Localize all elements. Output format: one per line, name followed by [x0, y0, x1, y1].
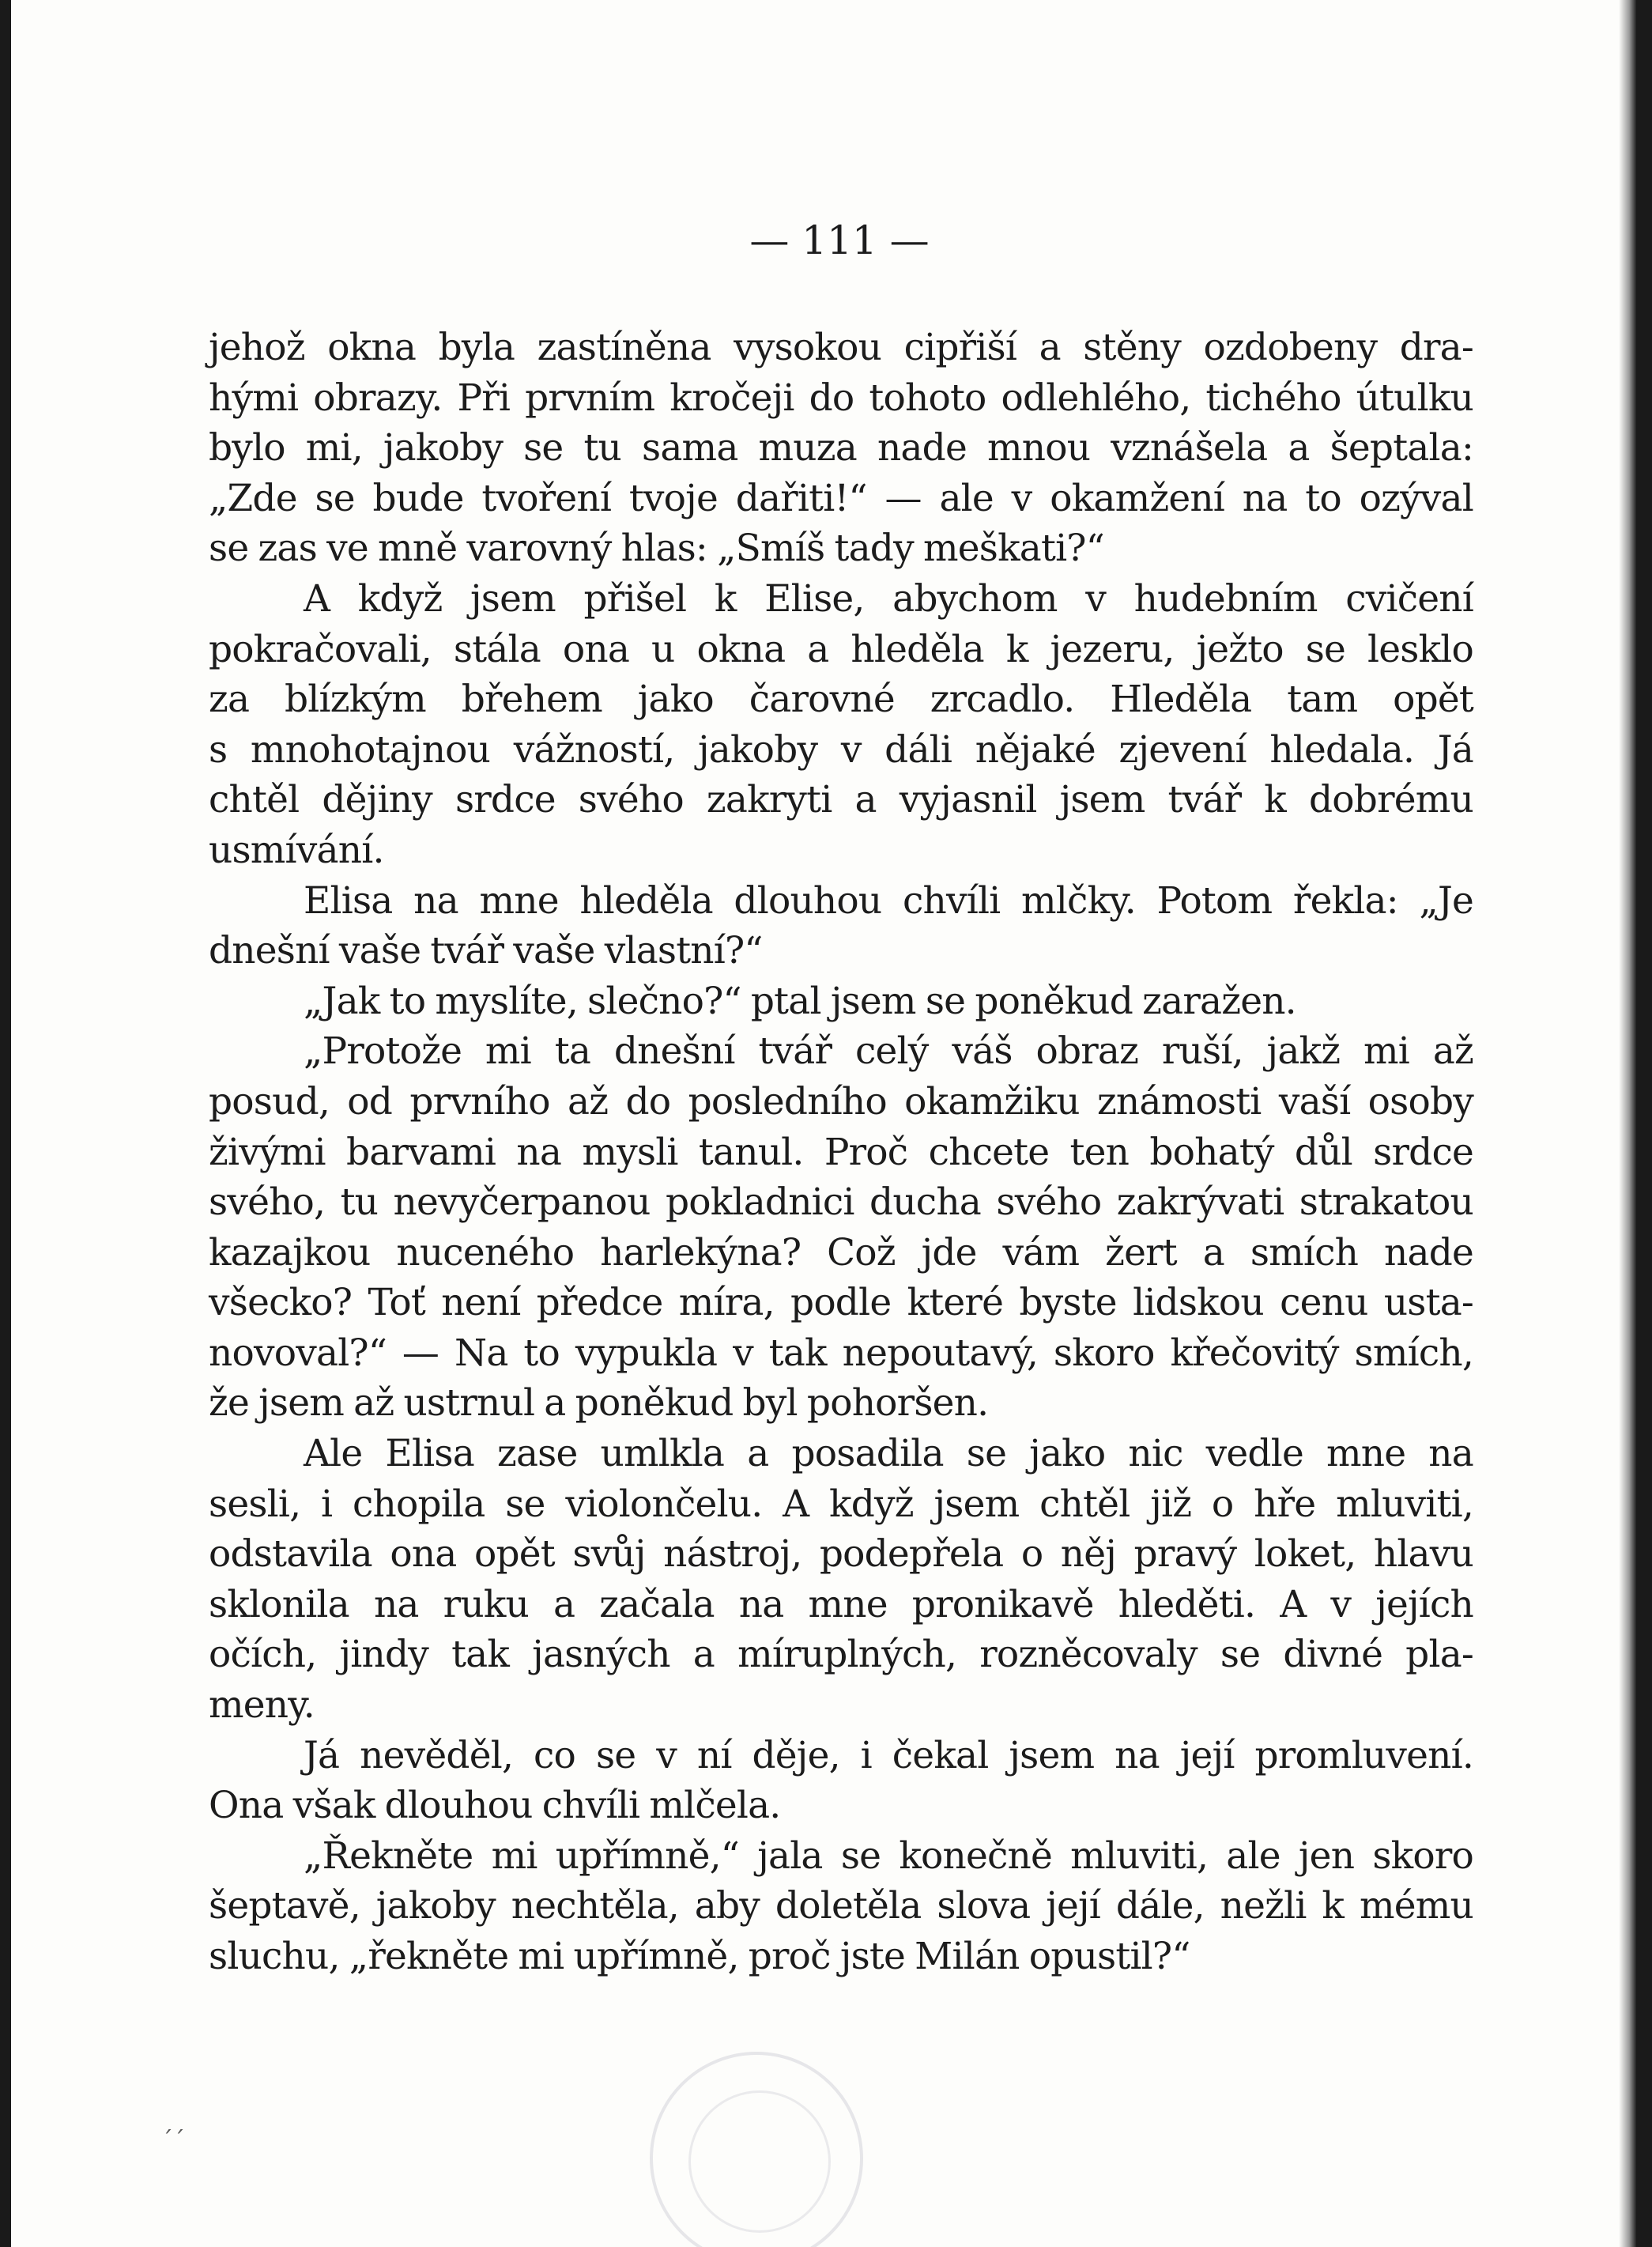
text-line: meny.	[209, 1683, 315, 1728]
text-line: se zas ve mně varovný hlas: „Smíš tady meškati?“	[209, 527, 1104, 571]
text-line: Ale Elisa zase umlkla a posadila se jako nic vedle mne na	[304, 1432, 1473, 1476]
text-line: očích, jindy tak jasných a míruplných, rozněcovaly se divné pla-	[209, 1633, 1473, 1677]
text-line: Já nevěděl, co se v ní děje, i čekal jsem na její promluvení.	[304, 1733, 1473, 1777]
text-line: sluchu, „řekněte mi upřímně, proč jste Milán opustil?“	[209, 1935, 1190, 1978]
text-line: sklonila na ruku a začala na mne pronikavě hleděti. A v jejích	[209, 1582, 1473, 1626]
text-line: pokračovali, stála ona u okna a hleděla k jezeru, ježto se lesklo	[209, 627, 1473, 671]
text-line: odstavila ona opět svůj nástroj, podepřela o něj pravý loket, hlavu	[209, 1532, 1473, 1577]
text-line: bylo mi, jakoby se tu sama muza nade mnou vznášela a šeptala:	[209, 426, 1473, 470]
text-line: A když jsem přišel k Elise, abychom v hudebním cvičení	[304, 576, 1473, 621]
text-line: všecko? Toť není předce míra, podle které byste lidskou cenu usta-	[209, 1281, 1473, 1325]
text-line: že jsem až ustrnul a poněkud byl pohoršen.	[209, 1381, 989, 1426]
text-line: novoval?“ — Na to vypukla v tak nepoutavý, skoro křečovitý smích,	[209, 1331, 1473, 1375]
book-page	[11, 0, 1636, 2247]
page-number: — 111 —	[749, 217, 930, 263]
text-line: Ona však dlouhou chvíli mlčela.	[209, 1784, 781, 1828]
text-line: sesli, i chopila se violončelu. A když jsem chtěl již o hře mluviti,	[209, 1482, 1473, 1526]
text-line: „Řekněte mi upřímně,“ jala se konečně mluviti, ale jen skoro	[304, 1833, 1473, 1878]
text-line: dnešní vaše tvář vaše vlastní?“	[209, 929, 763, 973]
text-line: svého, tu nevyčerpanou pokladnici ducha svého zakrývati strakatou	[209, 1180, 1473, 1225]
text-line: chtěl dějiny srdce svého zakryti a vyjasnil jsem tvář k dobrému	[209, 778, 1473, 822]
text-line: živými barvami na mysli tanul. Proč chcete ten bohatý důl srdce	[209, 1130, 1473, 1174]
library-stamp-inner-ring	[688, 2090, 831, 2233]
text-line: posud, od prvního až do posledního okamžiku známosti vaší osoby	[209, 1079, 1473, 1124]
text-line: „Protože mi ta dnešní tvář celý váš obraz ruší, jakž mi až	[304, 1029, 1473, 1074]
library-stamp	[650, 2052, 863, 2247]
text-line: za blízkým břehem jako čarovné zrcadlo. Hleděla tam opět	[209, 678, 1473, 722]
text-line: Elisa na mne hleděla dlouhou chvíli mlčky. Potom řekla: „Je	[304, 878, 1473, 923]
text-line: s mnohotajnou vážností, jakoby v dáli nějaké zjevení hledala. Já	[209, 727, 1473, 772]
text-line: usmívání.	[209, 828, 384, 872]
text-line: „Zde se bude tvoření tvoje dařiti!“ — ale v okamžení na to ozýval	[209, 476, 1473, 520]
text-line: „Jak to myslíte, slečno?“ ptal jsem se poněkud zaražen.	[304, 979, 1296, 1023]
text-line: hými obrazy. Při prvním kročeji do tohoto odlehlého, tichého útulku	[209, 376, 1473, 420]
text-line: kazajkou nuceného harlekýna? Což jde vám žert a smích nade	[209, 1230, 1473, 1275]
scan-edge	[1619, 0, 1636, 2247]
text-line: šeptavě, jakoby nechtěla, aby doletěla slova její dále, nežli k mému	[209, 1884, 1473, 1928]
body-text	[209, 323, 1473, 1982]
text-line: jehož okna byla zastíněna vysokou cipřiší a stěny ozdobeny dra-	[209, 326, 1473, 369]
stray-mark: ´´	[161, 2127, 185, 2154]
